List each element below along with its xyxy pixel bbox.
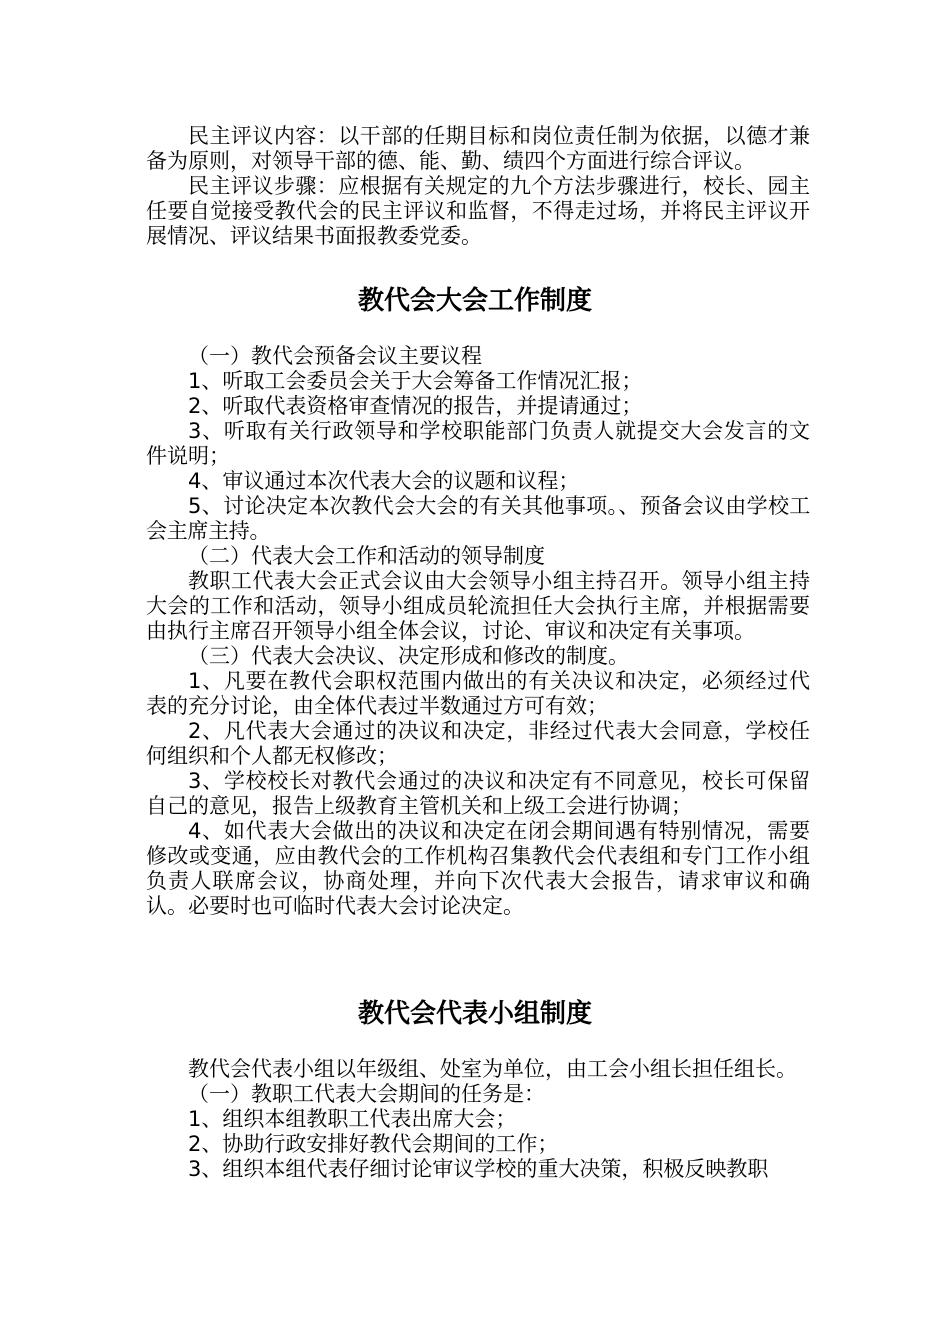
paragraph: 3、学校校长对教代会通过的决议和决定有不同意见，校长可保留自己的意见，报告上级教育主管机关和上级工会进行协调； <box>146 769 810 818</box>
intro-section <box>146 124 810 249</box>
paragraph: 1、听取工会委员会关于大会筹备工作情况汇报； <box>188 369 643 393</box>
paragraph: 5、讨论决定本次教代会大会的有关其他事项。、预备会议由学校工会主席主持。 <box>146 494 810 543</box>
paragraph: 2、凡代表大会通过的决议和决定，非经过代表大会同意，学校任何组织和个人都无权修改； <box>146 719 810 768</box>
paragraph: 4、审议通过本次代表大会的议题和议程； <box>188 469 580 493</box>
paragraph: （一）教职工代表大会期间的任务是： <box>188 1082 545 1106</box>
section-title: 教代会代表小组制度 <box>357 999 592 1029</box>
paragraph: 1、组织本组教职工代表出席大会； <box>188 1107 517 1131</box>
paragraph: 4、如代表大会做出的决议和决定在闭会期间遇有特别情况，需要修改或变通，应由教代会的工作机构召集教代会代表组和专门工作小组负责人联席会议，协商处理，并向下次代表大会报告，请求审议和确认。必要时也可临时代表大会讨论决定。 <box>146 819 810 918</box>
section-body <box>146 1057 810 1182</box>
paragraph: 3、听取有关行政领导和学校职能部门负责人就提交大会发言的文件说明； <box>146 419 810 468</box>
paragraph: 民主评议步骤：应根据有关规定的九个方法步骤进行，校长、园主任要自觉接受教代会的民主评议和监督，不得走过场，并将民主评议开展情况、评议结果书面报教委党委。 <box>146 174 810 248</box>
paragraph: 教职工代表大会正式会议由大会领导小组主持召开。领导小组主持大会的工作和活动，领导小组成员轮流担任大会执行主席，并根据需要由执行主席召开领导小组全体会议，讨论、审议和决定有关事项。 <box>146 569 810 643</box>
paragraph: 民主评议内容：以干部的任期目标和岗位责任制为依据，以德才兼备为原则，对领导干部的德、能、勤、绩四个方面进行综合评议。 <box>146 124 810 173</box>
paragraph: 教代会代表小组以年级组、处室为单位，由工会小组长担任组长。 <box>188 1057 797 1081</box>
paragraph: 2、协助行政安排好教代会期间的工作； <box>188 1132 559 1156</box>
paragraph: 1、凡要在教代会职权范围内做出的有关决议和决定，必须经过代表的充分讨论，由全体代表过半数通过方可有效； <box>146 669 810 718</box>
paragraph: （三）代表大会决议、决定形成和修改的制度。 <box>188 644 629 668</box>
paragraph: 3、组织本组代表仔细讨论审议学校的重大决策，积极反映教职 <box>188 1157 769 1181</box>
section-title: 教代会大会工作制度 <box>357 286 592 316</box>
section-body <box>146 344 810 919</box>
paragraph: 2、听取代表资格审查情况的报告，并提请通过； <box>188 394 643 418</box>
paragraph: （一）教代会预备会议主要议程 <box>188 344 482 368</box>
paragraph: （二）代表大会工作和活动的领导制度 <box>188 544 545 568</box>
